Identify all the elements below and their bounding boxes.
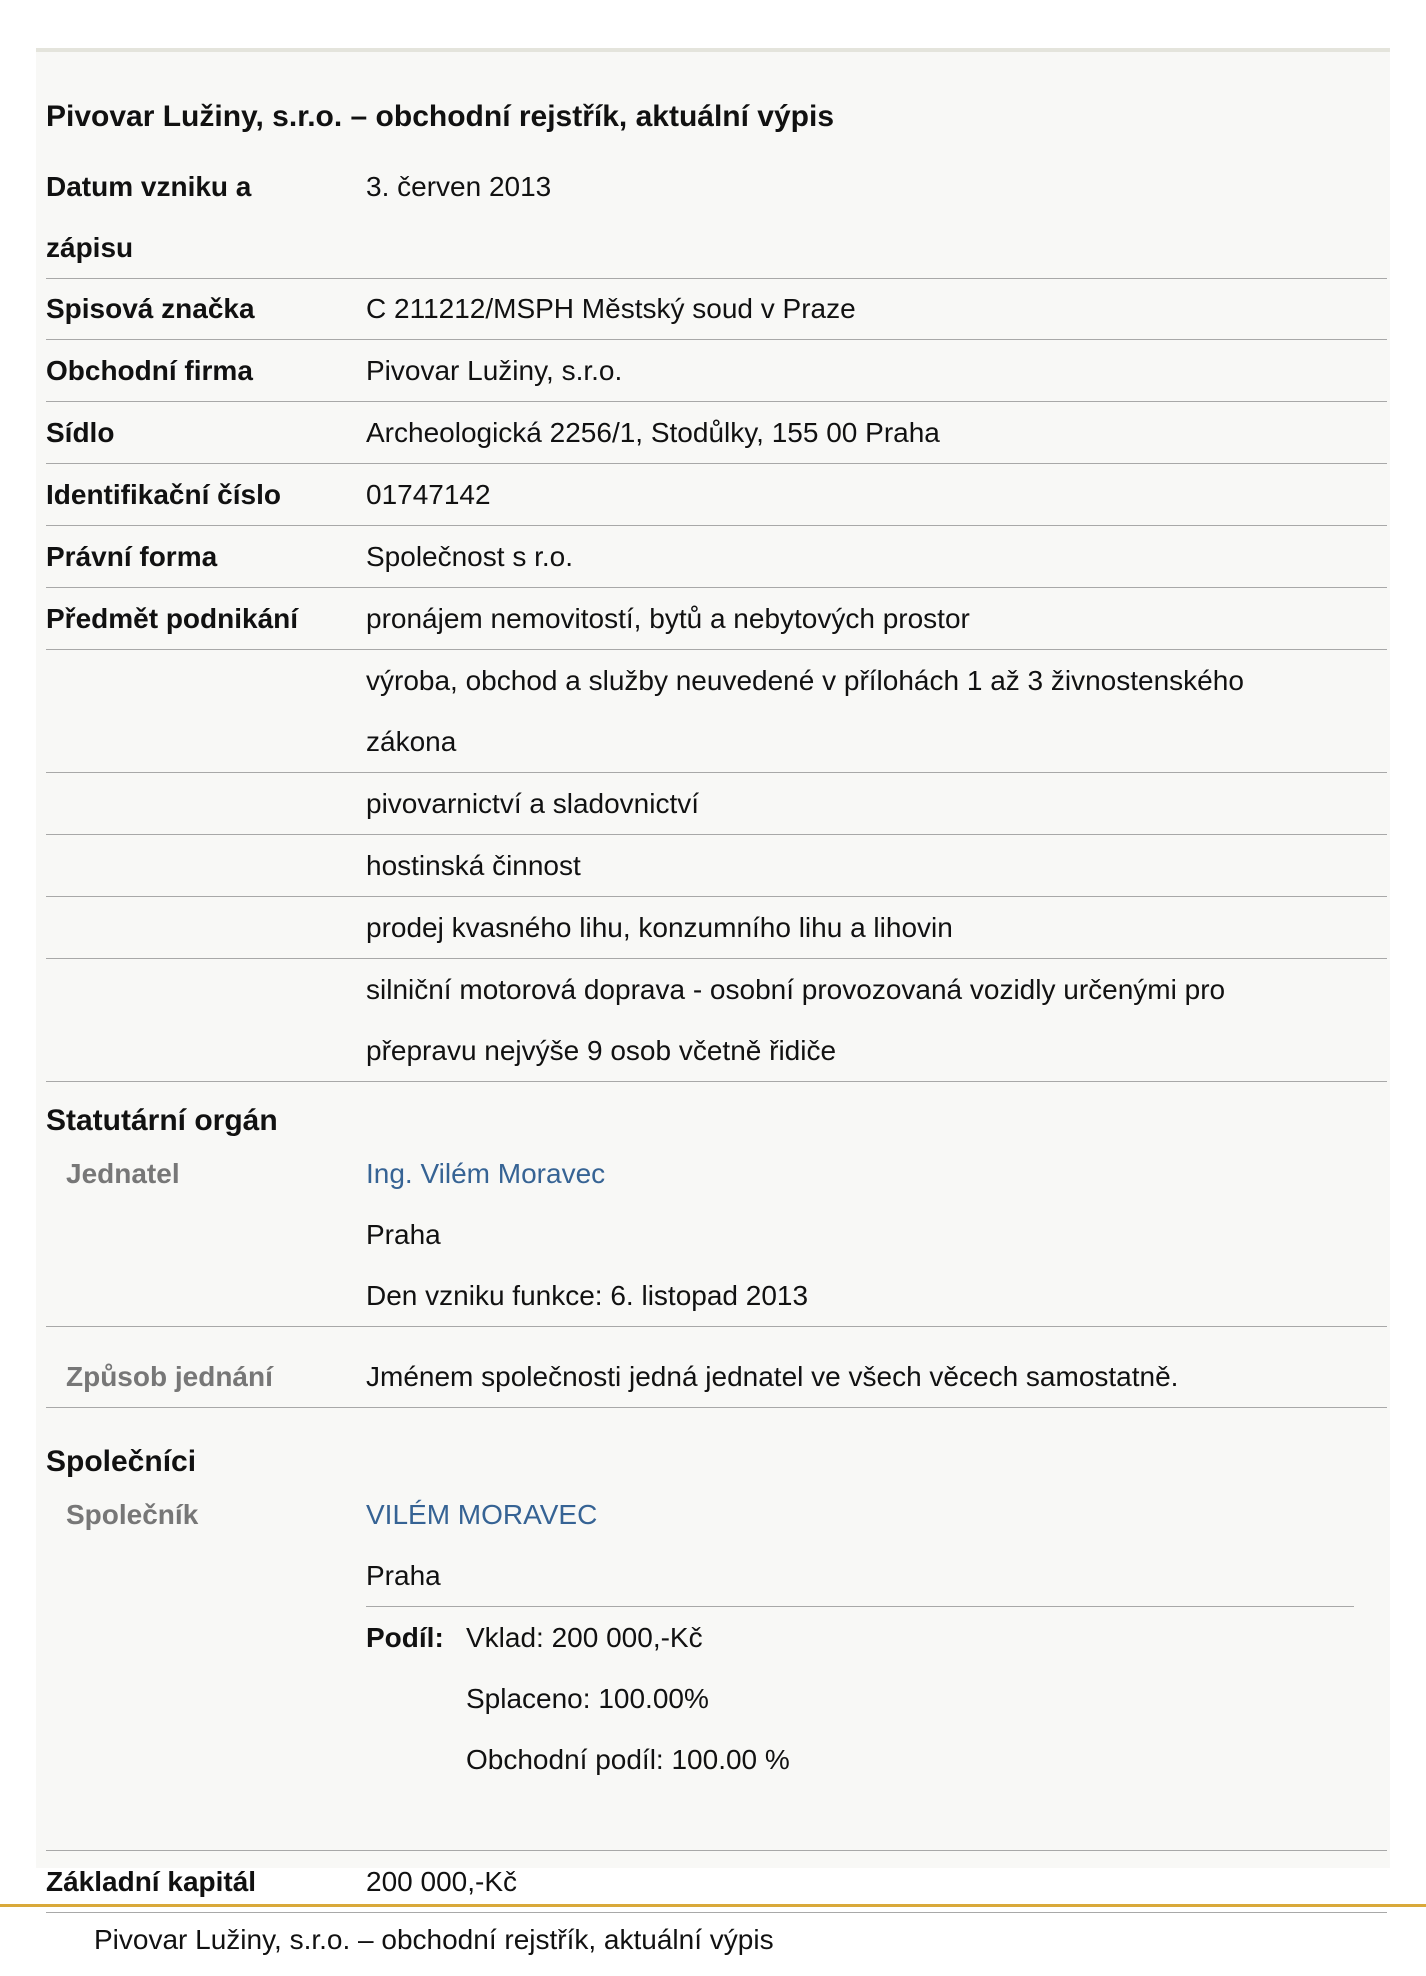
row-value: [366, 650, 1366, 772]
row-obchodni-firma: [46, 340, 1387, 402]
row-spisova-znacka: [46, 278, 1387, 340]
row-value: [366, 1143, 1366, 1326]
row-value-line: zákona: [366, 726, 457, 757]
row-label: Předmět podnikání: [46, 603, 299, 634]
row-value-line: silniční motorová doprava - osobní provozovaná vozidly určenými pro: [366, 974, 1226, 1005]
footer-divider: [0, 1904, 1426, 1907]
spolecnik-name-link[interactable]: VILÉM MORAVEC: [366, 1499, 598, 1530]
section-heading-statutarni-organ: Statutární orgán: [46, 1104, 278, 1137]
row-value: [366, 959, 1366, 1081]
row-label: Základní kapitál: [46, 1866, 257, 1897]
row-label: Spisová značka: [46, 293, 255, 324]
row-identifikacni-cislo: [46, 464, 1387, 526]
podil-values: [466, 1607, 790, 1790]
section-heading-spolecnici: Společníci: [46, 1445, 197, 1478]
row-sidlo: [46, 402, 1387, 464]
jednatel-city: Praha: [366, 1219, 441, 1250]
row-pravni-forma: [46, 526, 1387, 588]
row-label-line: Datum vzniku a: [46, 171, 252, 202]
jednatel-since: Den vzniku funkce: 6. listopad 2013: [366, 1280, 809, 1311]
row-value: C 211212/MSPH Městský soud v Praze: [366, 293, 856, 324]
row-label-line: zápisu: [46, 232, 134, 263]
footer-caption: Pivovar Lužiny, s.r.o. – obchodní rejstřík, aktuální výpis: [94, 1924, 774, 1955]
row-value-line: výroba, obchod a služby neuvedené v přílohách 1 až 3 živnostenského: [366, 665, 1244, 696]
row-label: Právní forma: [46, 541, 218, 572]
register-card: [36, 48, 1390, 1897]
row-value: Archeologická 2256/1, Stodůlky, 155 00 Praha: [366, 417, 940, 448]
podil-label: Podíl:: [366, 1622, 444, 1653]
row-label: Společník: [66, 1499, 199, 1530]
row-value: 3. červen 2013: [366, 171, 552, 202]
row-predmet-item: [46, 773, 1387, 835]
row-predmet-podnikani: [46, 588, 1387, 650]
row-value: Jménem společnosti jedná jednatel ve všech věcech samostatně.: [366, 1361, 1179, 1392]
row-value: Společnost s r.o.: [366, 541, 574, 572]
spolecnik-city: Praha: [366, 1560, 441, 1591]
row-value: 200 000,-Kč: [366, 1866, 517, 1897]
row-predmet-item: [46, 897, 1387, 959]
row-value: hostinská činnost: [366, 850, 581, 881]
podil-obchodni: Obchodní podíl: 100.00 %: [466, 1744, 790, 1775]
row-predmet-item: [46, 650, 1387, 773]
row-value: 01747142: [366, 479, 491, 510]
row-label: Obchodní firma: [46, 355, 253, 386]
podil-splaceno: Splaceno: 100.00%: [466, 1683, 709, 1714]
row-value-line: přepravu nejvýše 9 osob včetně řidiče: [366, 1035, 837, 1066]
row-predmet-item: [46, 959, 1387, 1082]
row-spolecnik: [46, 1484, 1387, 1851]
row-label: Identifikační číslo: [46, 479, 281, 510]
row-value: pronájem nemovitostí, bytů a nebytových prostor: [366, 603, 970, 634]
row-label: Sídlo: [46, 417, 115, 448]
row-label: Jednatel: [66, 1158, 180, 1189]
row-value: prodej kvasného lihu, konzumního lihu a lihovin: [366, 912, 953, 943]
row-value: Pivovar Lužiny, s.r.o.: [366, 355, 623, 386]
row-predmet-item: [46, 835, 1387, 897]
row-datum-vzniku: [46, 156, 1387, 279]
page-title: Pivovar Lužiny, s.r.o. – obchodní rejstřík, aktuální výpis: [46, 100, 835, 133]
jednatel-name-link[interactable]: Ing. Vilém Moravec: [366, 1158, 606, 1189]
row-value: [366, 1484, 1366, 1606]
row-label: [46, 156, 356, 278]
row-zpusob-jednani: [46, 1346, 1387, 1408]
row-label: Způsob jednání: [66, 1361, 273, 1392]
podil-vklad: Vklad: 200 000,-Kč: [466, 1622, 703, 1653]
row-value: pivovarnictví a sladovnictví: [366, 788, 700, 819]
row-jednatel: [46, 1143, 1387, 1327]
